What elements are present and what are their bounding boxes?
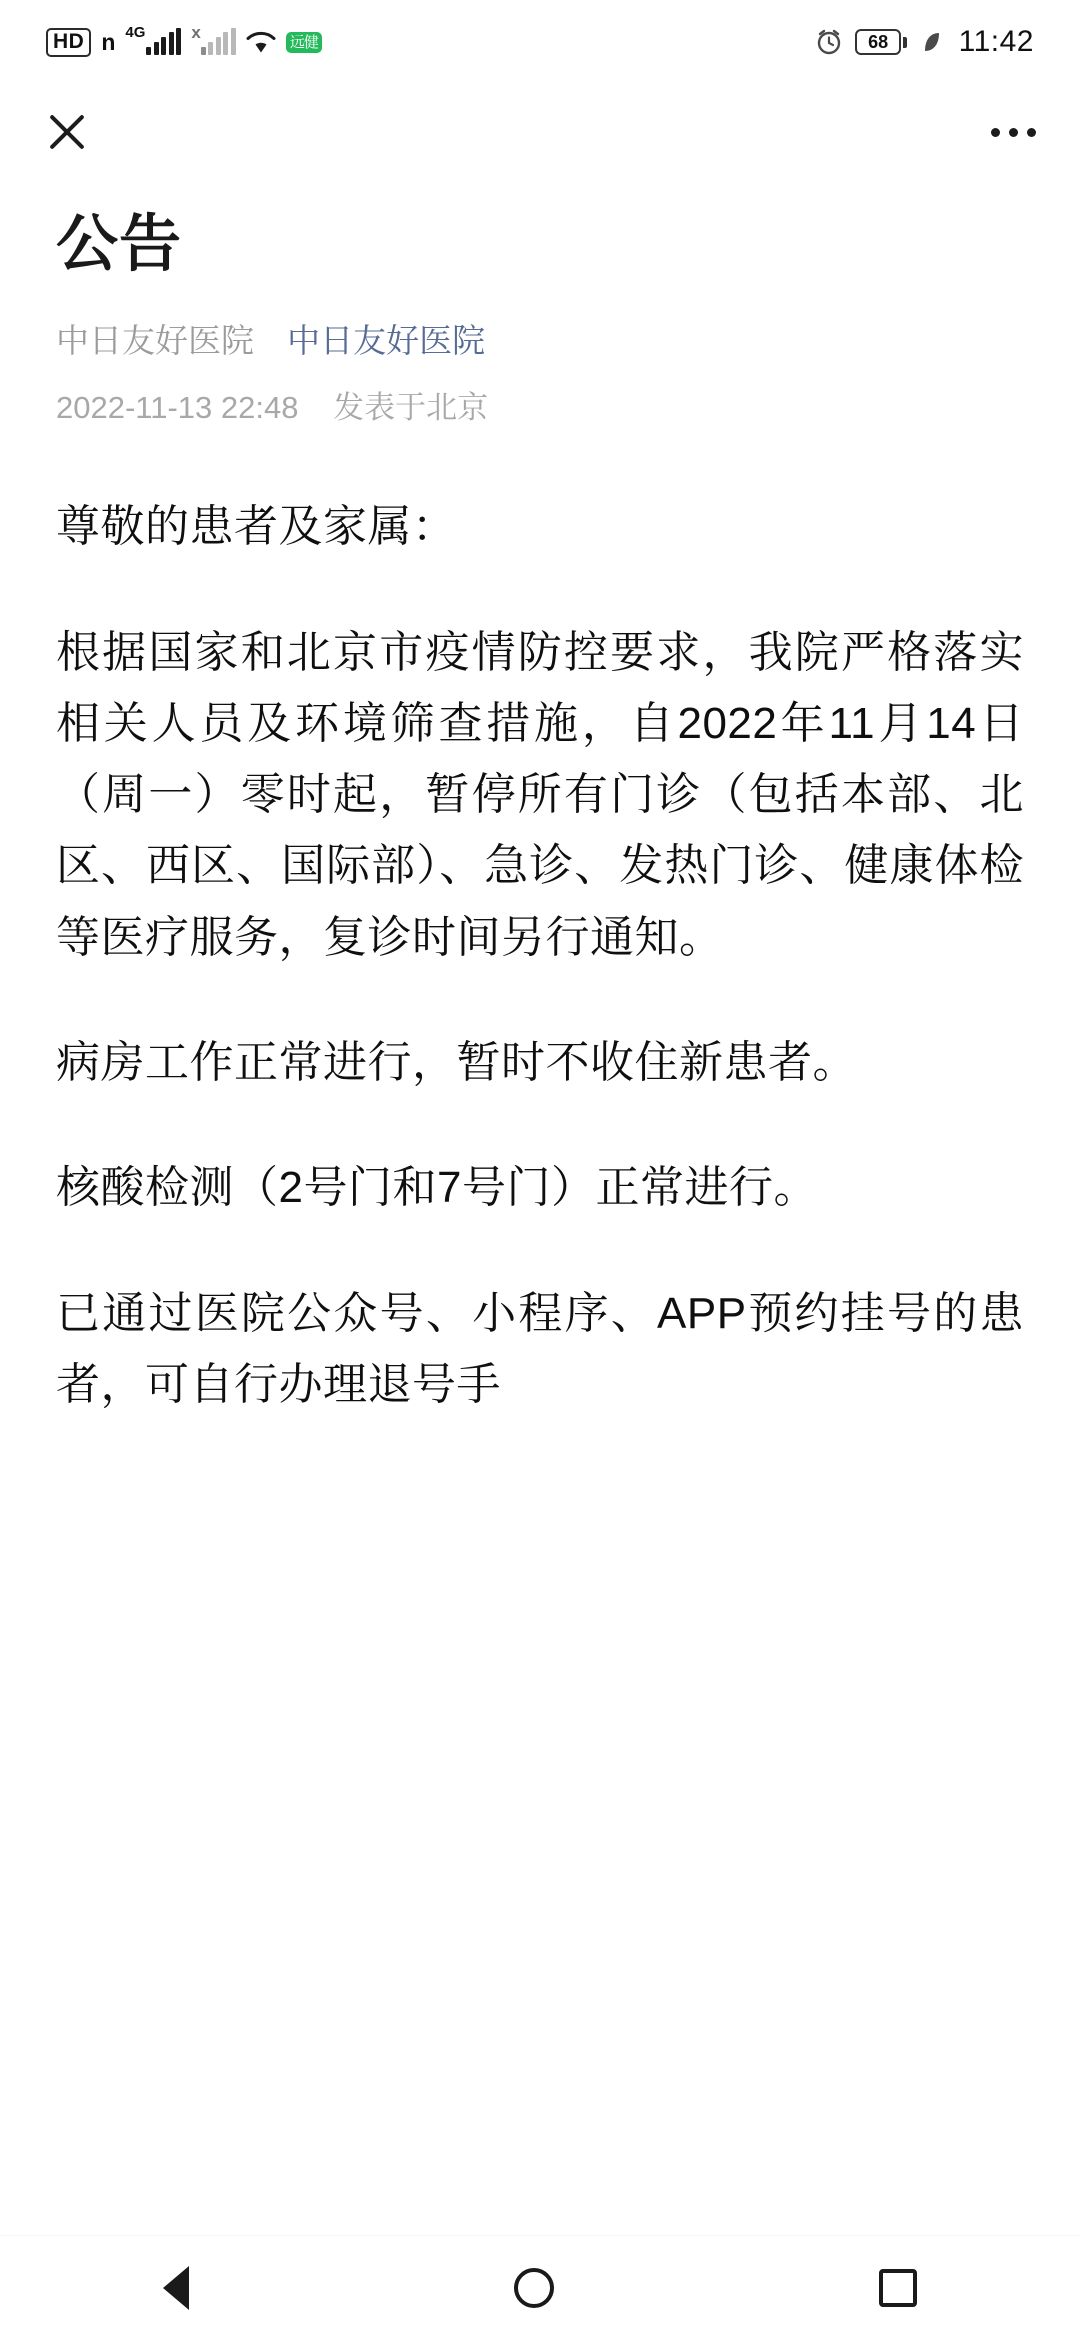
signal-group xyxy=(125,24,181,55)
back-triangle-icon[interactable] xyxy=(163,2266,189,2310)
hd-icon: HD xyxy=(46,28,91,57)
content-fade xyxy=(0,2176,1080,2236)
wifi-icon xyxy=(246,29,276,55)
article-meta xyxy=(56,382,1024,427)
article-paragraph: 尊敬的患者及家属： xyxy=(56,502,457,552)
article-paragraph: 核酸检测（2号门和7号门）正常进行。 xyxy=(56,1163,818,1213)
signal-bars-secondary-icon xyxy=(201,29,236,55)
article-paragraph: 病房工作正常进行，暂时不收住新患者。 xyxy=(56,1037,857,1087)
status-bar-right xyxy=(815,25,1034,59)
sim-indicator-icon: n xyxy=(101,29,116,55)
recent-apps-square-icon[interactable] xyxy=(879,2269,917,2307)
publish-time: 2022-11-13 22:48 xyxy=(56,390,299,426)
status-bar-clock: 11:42 xyxy=(958,25,1034,58)
no-service-icon: x xyxy=(191,23,201,42)
official-account-link[interactable]: 中日友好医院 xyxy=(287,321,486,359)
signal-bars-icon xyxy=(146,29,181,55)
signal-group-secondary xyxy=(191,23,235,55)
app-header xyxy=(0,84,1080,180)
more-options-icon[interactable] xyxy=(991,118,1036,147)
account-name: 中日友好医院 xyxy=(56,321,254,359)
battery-level-label: 68 xyxy=(855,29,901,55)
article-body xyxy=(56,491,1024,1420)
leaf-charging-icon xyxy=(921,29,943,55)
status-bar xyxy=(0,0,1080,84)
system-nav-bar xyxy=(0,2235,1080,2340)
close-icon[interactable] xyxy=(44,109,90,155)
home-circle-icon[interactable] xyxy=(514,2268,554,2308)
status-bar-left xyxy=(46,23,322,57)
network-type-label: 4G xyxy=(125,24,146,41)
article-paragraph: 根据国家和北京市疫情防控要求，我院严格落实相关人员及环境筛查措施，自2022年11月14日（周一）零时起，暂停所有门诊（包括本部、北区、西区、国际部）、急诊、发热门诊、健康体检等医疗服务，复诊时间另行通知。 xyxy=(56,627,1024,962)
article-container xyxy=(0,180,1080,1420)
battery-icon xyxy=(855,29,907,55)
page-title: 公告 xyxy=(56,210,183,279)
alarm-clock-icon xyxy=(815,28,843,56)
health-app-icon: 远健 xyxy=(286,32,322,53)
article-paragraph: 已通过医院公众号、小程序、APP预约挂号的患者，可自行办理退号手 xyxy=(56,1288,1024,1409)
publish-location: 发表于北京 xyxy=(333,390,489,426)
battery-cap xyxy=(903,37,907,48)
byline xyxy=(56,320,1024,363)
